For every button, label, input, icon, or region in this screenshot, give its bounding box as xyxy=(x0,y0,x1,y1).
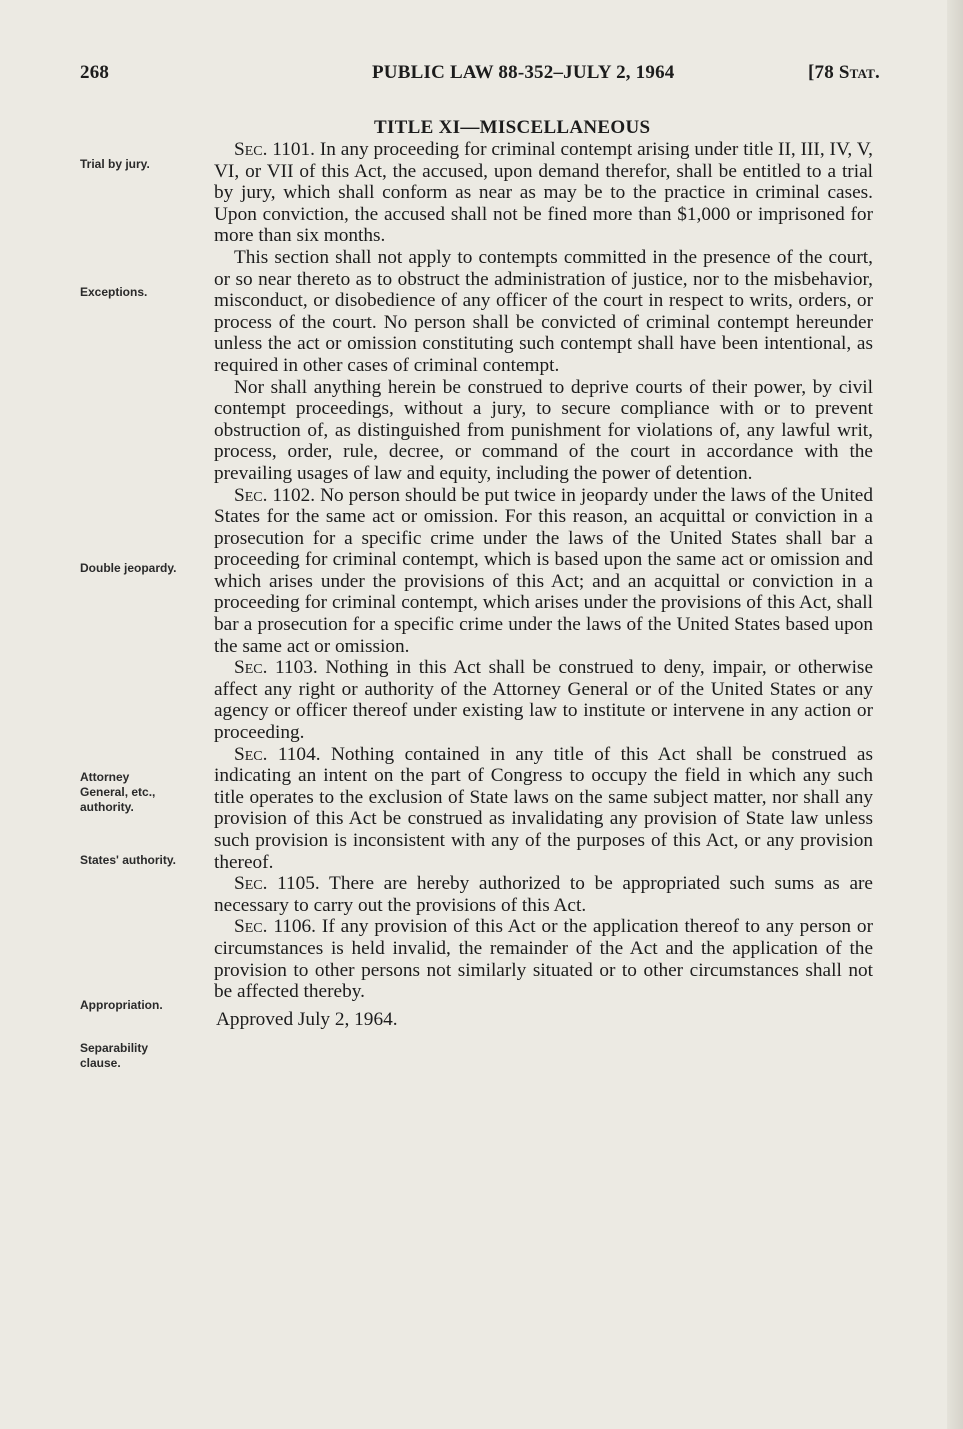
margin-note-appropriation: Appropriation. xyxy=(80,998,163,1012)
approval-date: Approved July 2, 1964. xyxy=(216,1008,398,1030)
running-header xyxy=(80,62,880,90)
page-number: 268 xyxy=(80,62,110,83)
margin-note-exceptions: Exceptions. xyxy=(80,285,148,299)
page-edge-shadow xyxy=(947,0,963,1429)
running-title: PUBLIC LAW 88-352–JULY 2, 1964 xyxy=(372,62,675,83)
section-1103: Sec. 1103. Nothing in this Act shall be construed to deny, impair, or otherwise affect any right or authority of the Attorney General or of the United States or any agency or officer thereof under existing law to institute or intervene in any action or proceeding. xyxy=(214,657,873,744)
paragraph-exceptions: This section shall not apply to contempts committed in the presence of the court, or so near thereto as to obstruct the administration of justice, nor to the misbehavior, misconduct, or disobedience of any officer of the court in respect to writs, orders, or process of the court. No person shall be convicted of criminal contempt hereunder unless the act or omission constituting such contempt shall have been intentional, as required in other cases of criminal contempt. xyxy=(214,246,873,376)
section-1101: Sec. 1101. In any proceeding for criminal contempt arising under title II, III, IV, V, VI, or VII of this Act, the accused, upon demand therefor, shall be entitled to a trial by jury, which shall conform as near as may be to the practice in criminal cases. Upon conviction, the accused shall not be fined more than $1,000 or imprisoned for more than six months. xyxy=(214,139,873,247)
margin-note-states-authority: States' authority. xyxy=(80,853,176,867)
paragraph-civil-contempt: Nor shall anything herein be construed to deprive courts of their power, by civil contempt proceedings, without a jury, to secure compliance with or to prevent obstruction of, as distinguished from punishment for violations of, any lawful writ, process, order, rule, decree, or command of the court in accordance with the prevailing usages of law and equity, including the power of detention. xyxy=(214,376,873,484)
section-1105: Sec. 1105. There are hereby authorized to be appropriated such sums as are necessary to carry out the provisions of this Act. xyxy=(214,873,873,916)
margin-note-double-jeopardy: Double jeopardy. xyxy=(80,561,177,575)
margin-note-separability: Separability clause. xyxy=(80,1041,149,1070)
section-1106: Sec. 1106. If any provision of this Act or the application thereof to any person or circumstances is held invalid, the remainder of the Act and the application of the provision to other persons not similarly situated or to other circumstances shall not be affected thereby. xyxy=(214,916,873,1003)
document-body xyxy=(214,139,873,1030)
statute-reference: [78 Stat. xyxy=(807,62,880,83)
margin-note-attorney-general: Attorney General, etc., authority. xyxy=(80,770,156,814)
margin-note-trial-by-jury: Trial by jury. xyxy=(80,157,150,171)
section-1104: Sec. 1104. Nothing contained in any title of this Act shall be construed as indicating an intent on the part of Congress to occupy the field in which any such title operates to the exclusion of State laws on the same subject matter, nor shall any provision of this Act be construed as invalidating any provision of State law unless such provision is inconsistent with any of the purposes of this Act, or any provision thereof. xyxy=(214,743,873,873)
section-1102: Sec. 1102. No person should be put twice in jeopardy under the laws of the United States for the same act or omission. For this reason, an acquittal or conviction in a prosecution for a specific crime under the laws of the United States shall bar a proceeding for criminal contempt, which is based upon the same act or omission and which arises under the provisions of this Act; and an acquittal or conviction in a proceeding for criminal contempt, which arises under the provisions of this Act, shall bar a prosecution for a specific crime under the laws of the United States based upon the same act or omission. xyxy=(214,484,874,657)
section-title: TITLE XI—MISCELLANEOUS xyxy=(374,117,651,138)
